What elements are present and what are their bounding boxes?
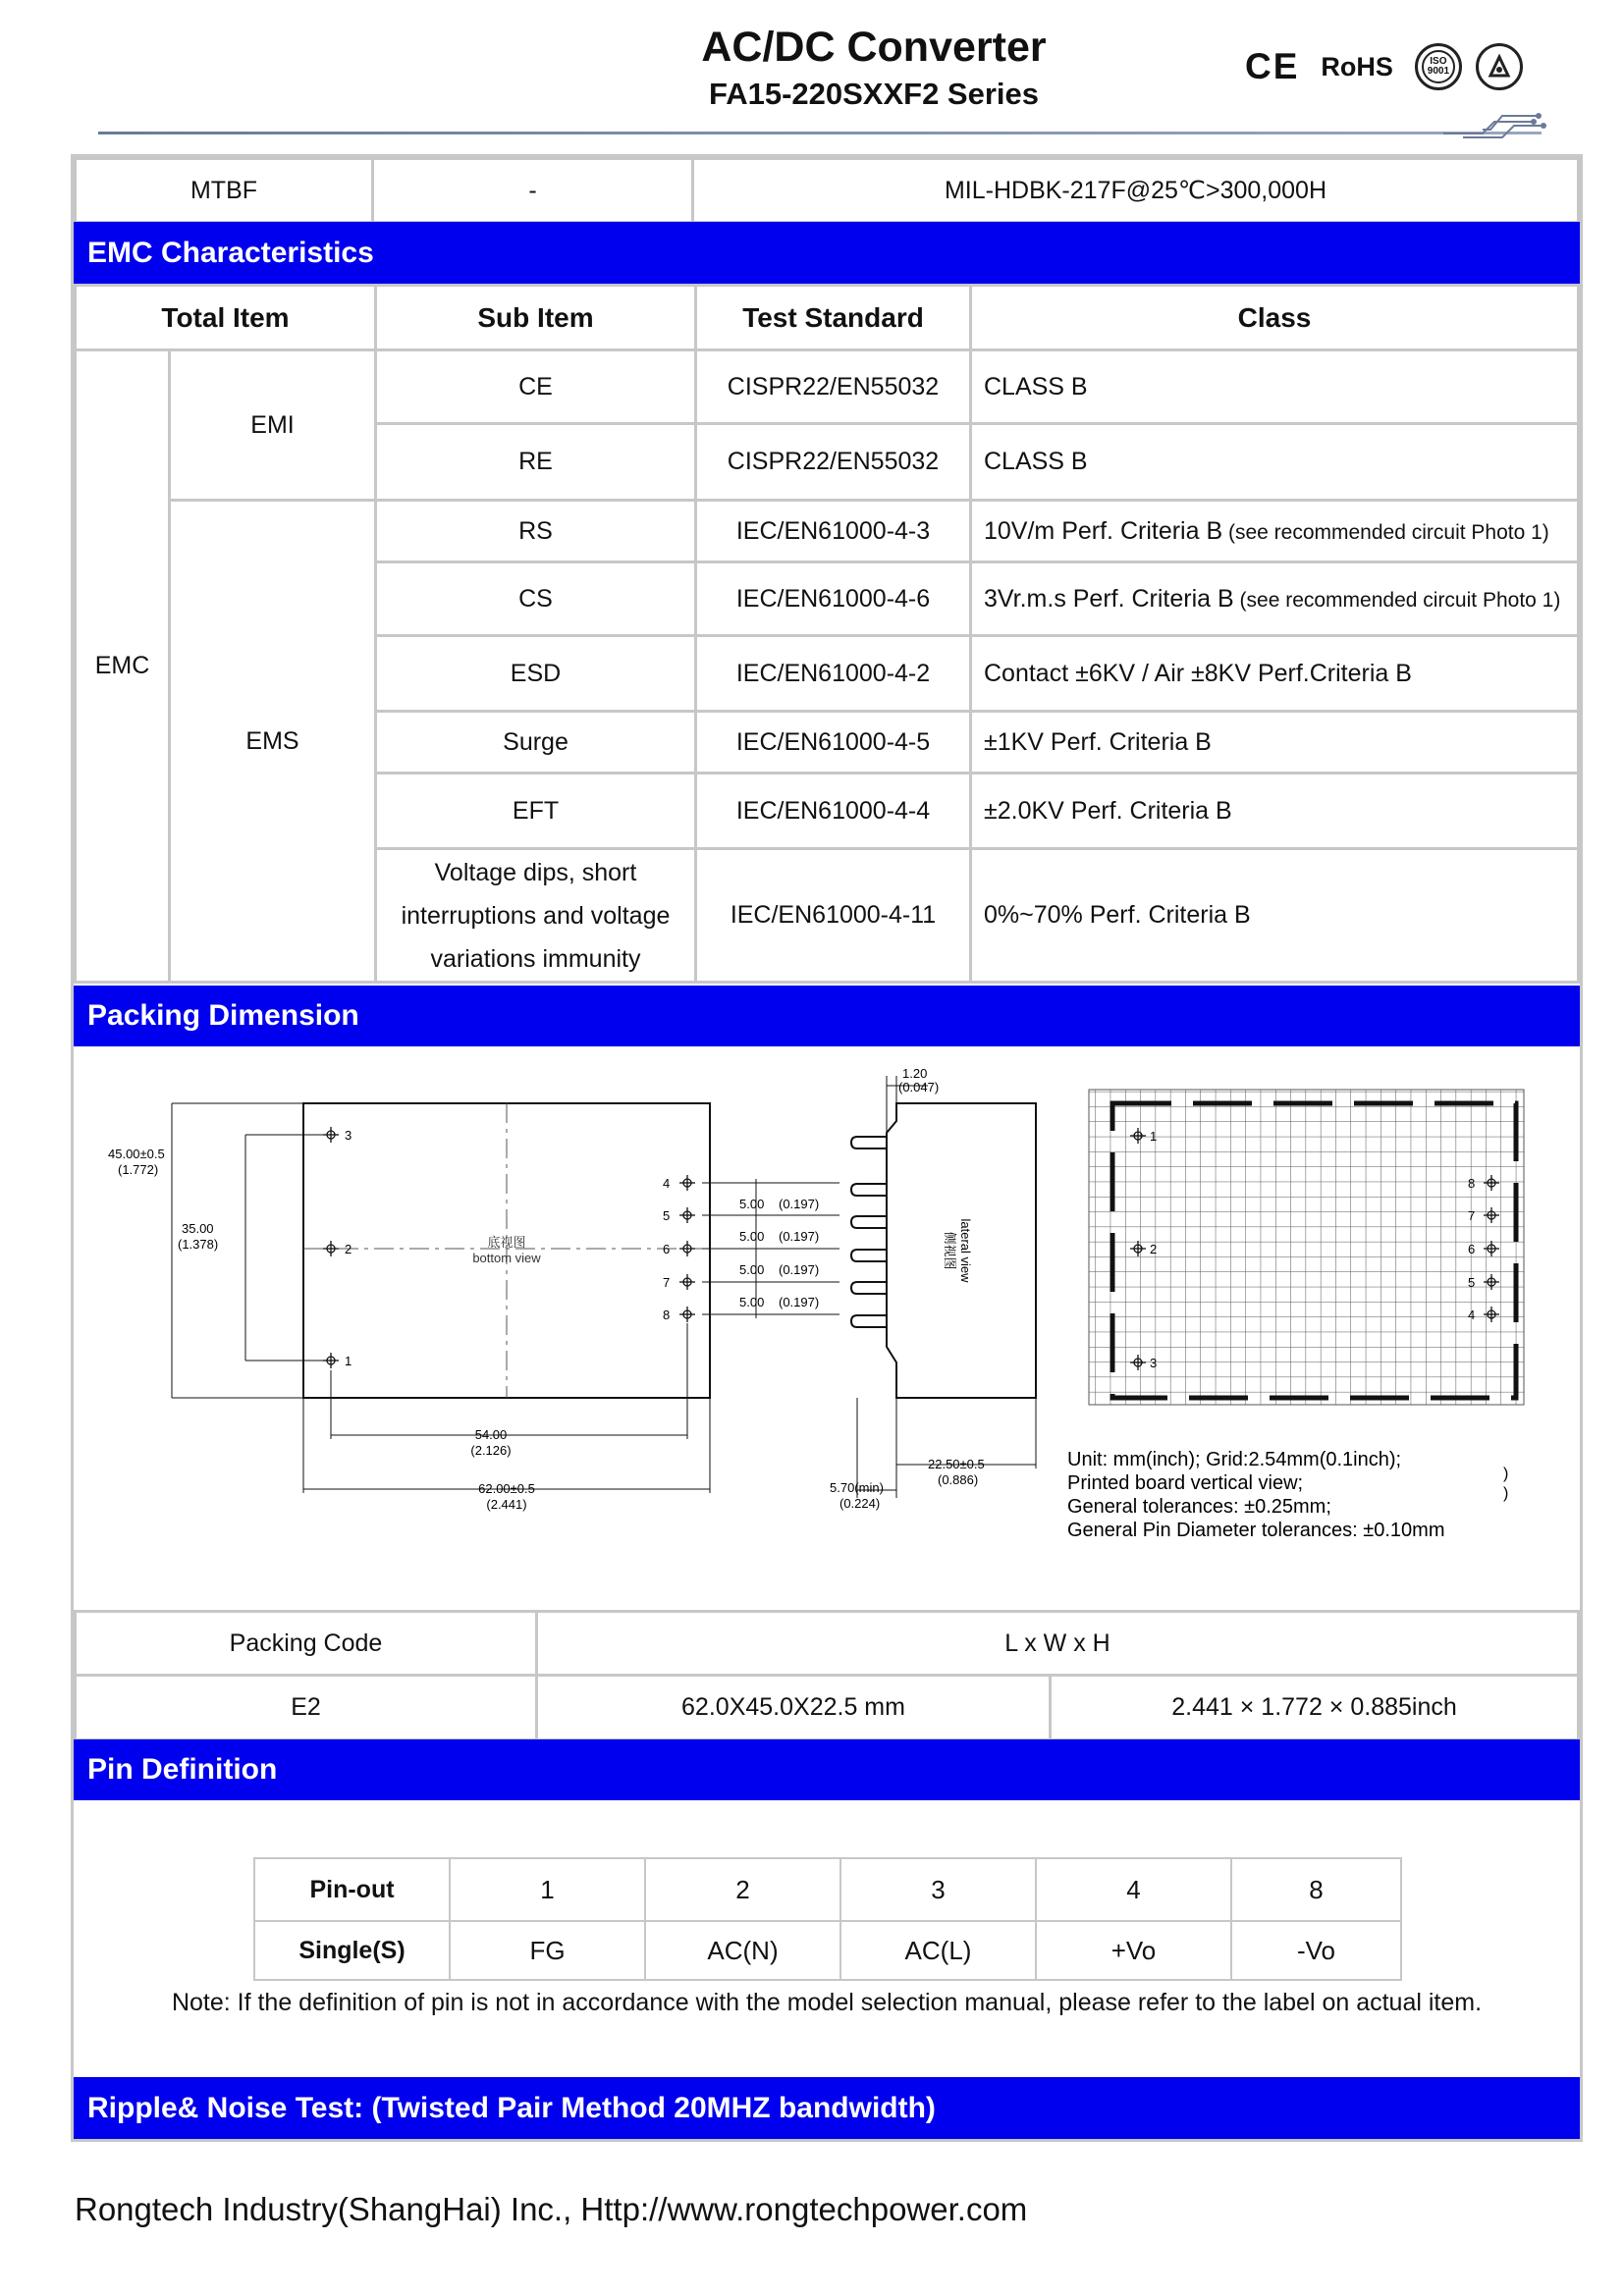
packing-code: E2 xyxy=(76,1676,537,1740)
table-row-class: 0%~70% Perf. Criteria B xyxy=(971,849,1579,983)
grid-pin-label: 4 xyxy=(1468,1308,1476,1322)
drawing-note: General Pin Diameter tolerances: ±0.10mm xyxy=(1067,1520,1445,1541)
width-inner-dim-inch: (2.126) xyxy=(470,1443,512,1458)
table-row-sub: RE xyxy=(376,424,696,501)
pin-function: +Vo xyxy=(1036,1921,1231,1980)
grid-pin-label: 6 xyxy=(1468,1242,1476,1256)
height-inner-dim: 35.00 xyxy=(182,1221,214,1236)
table-row-sub: Surge xyxy=(376,712,696,774)
bottom-view-cn-label: 底视图 xyxy=(487,1235,526,1250)
pinout-label: Pin-out xyxy=(254,1858,450,1921)
pin-function: AC(L) xyxy=(840,1921,1036,1980)
pitch-dim-inch: (0.197) xyxy=(779,1229,820,1244)
table-row-standard: IEC/EN61000-4-11 xyxy=(696,849,971,983)
page-header xyxy=(0,0,1624,147)
emc-header-total: Total Item xyxy=(76,286,376,350)
ripple-section-header: Ripple& Noise Test: (Twisted Pair Method 20MHZ bandwidth) xyxy=(74,2077,1580,2139)
pin-number: 1 xyxy=(450,1858,645,1921)
page-title: AC/DC Converter xyxy=(701,24,1047,71)
table-row-sub: CS xyxy=(376,562,696,636)
table-row-sub: CE xyxy=(376,350,696,424)
paren-mark: ) xyxy=(1503,1485,1509,1502)
grid-pin-label: 3 xyxy=(1150,1356,1158,1370)
pin-length-dim-inch: (0.047) xyxy=(898,1080,940,1095)
pin-length-dim: 1.20 xyxy=(902,1066,928,1081)
lateral-view-cn-label: 侧视图 xyxy=(943,1231,957,1270)
depth-dim-inch: (0.886) xyxy=(938,1472,979,1487)
single-label: Single(S) xyxy=(254,1921,450,1980)
drawing-note: Unit: mm(inch); Grid:2.54mm(0.1inch); xyxy=(1067,1449,1402,1470)
emc-section-header: EMC Characteristics xyxy=(74,222,1580,284)
width-outer-dim: 62.00±0.5 xyxy=(478,1481,535,1496)
table-row-sub: Voltage dips, short interruptions and voltage variations immunity xyxy=(376,849,696,983)
pin-definition-note: Note: If the definition of pin is not in accordance with the model selection manual, please refer to the label on actual item. xyxy=(171,1989,1483,2016)
pin-number: 2 xyxy=(645,1858,840,1921)
pin-label: 2 xyxy=(345,1242,352,1256)
mtbf-table xyxy=(74,157,1580,224)
pitch-dim-inch: (0.197) xyxy=(779,1262,820,1277)
pin-function: FG xyxy=(450,1921,645,1980)
pitch-dim: 5.00 xyxy=(739,1295,765,1309)
pin-label: 8 xyxy=(663,1308,671,1322)
width-inner-dim: 54.00 xyxy=(474,1427,508,1442)
company-seal-icon xyxy=(1476,43,1523,90)
table-row-standard: IEC/EN61000-4-2 xyxy=(696,636,971,712)
lateral-view-label: lateral view xyxy=(958,1218,973,1283)
table-row-standard: IEC/EN61000-4-4 xyxy=(696,774,971,849)
table-row-sub: EFT xyxy=(376,774,696,849)
pitch-dim-inch: (0.197) xyxy=(779,1295,820,1309)
table-row-class: CLASS B xyxy=(971,424,1579,501)
packing-dims-header: L x W x H xyxy=(537,1612,1579,1676)
table-row-sub: ESD xyxy=(376,636,696,712)
pin-definition-section-header: Pin Definition xyxy=(74,1739,1580,1800)
pin-function: -Vo xyxy=(1231,1921,1401,1980)
paren-mark: ) xyxy=(1503,1466,1509,1482)
depth-dim: 22.50±0.5 xyxy=(928,1457,985,1471)
printed-board-grid xyxy=(1089,1090,1524,1405)
certification-logos xyxy=(1245,39,1537,94)
width-outer-dim-inch: (2.441) xyxy=(486,1497,527,1512)
table-row-class: ±2.0KV Perf. Criteria B xyxy=(971,774,1579,849)
emi-label: EMI xyxy=(170,350,376,501)
mtbf-value: MIL-HDBK-217F@25℃>300,000H xyxy=(693,159,1579,223)
pin-number: 8 xyxy=(1231,1858,1401,1921)
pin-min-dim-inch: (0.224) xyxy=(839,1496,881,1511)
pin-number: 3 xyxy=(840,1858,1036,1921)
pitch-dim: 5.00 xyxy=(739,1262,765,1277)
height-inner-dim-inch: (1.378) xyxy=(178,1237,219,1252)
pitch-dim: 5.00 xyxy=(739,1197,765,1211)
pin-label: 6 xyxy=(663,1242,671,1256)
grid-pin-label: 1 xyxy=(1150,1129,1158,1144)
pin-label: 7 xyxy=(663,1275,671,1290)
mtbf-sub: - xyxy=(373,159,693,223)
table-row-standard: IEC/EN61000-4-3 xyxy=(696,501,971,562)
table-row-class: Contact ±6KV / Air ±8KV Perf.Criteria B xyxy=(971,636,1579,712)
height-outer-dim-inch: (1.772) xyxy=(118,1162,159,1177)
circuit-decoration-icon xyxy=(1443,108,1561,143)
table-row-standard: CISPR22/EN55032 xyxy=(696,424,971,501)
packing-code-header: Packing Code xyxy=(76,1612,537,1676)
spec-sheet-body xyxy=(71,154,1583,2142)
pin-label: 3 xyxy=(345,1128,352,1143)
table-row-class: ±1KV Perf. Criteria B xyxy=(971,712,1579,774)
packing-code-table xyxy=(74,1610,1580,1741)
emc-total-item: EMC xyxy=(76,350,170,983)
packing-dims-inch: 2.441 × 1.772 × 0.885inch xyxy=(1051,1676,1579,1740)
packing-dims-mm: 62.0X45.0X22.5 mm xyxy=(537,1676,1051,1740)
pin-min-dim: 5.70(min) xyxy=(830,1480,884,1495)
emc-header-sub: Sub Item xyxy=(376,286,696,350)
page-subtitle: FA15-220SXXF2 Series xyxy=(708,77,1040,111)
table-row-class: 3Vr.m.s Perf. Criteria B (see recommended circuit Photo 1) xyxy=(971,562,1579,636)
page-footer: Rongtech Industry(ShangHai) Inc., Http://www.rongtechpower.com xyxy=(75,2191,1028,2227)
emc-header-class: Class xyxy=(971,286,1579,350)
table-row-class: CLASS B xyxy=(971,350,1579,424)
height-outer-dim: 45.00±0.5 xyxy=(108,1147,165,1161)
table-row-class: 10V/m Perf. Criteria B (see recommended circuit Photo 1) xyxy=(971,501,1579,562)
pin-number: 4 xyxy=(1036,1858,1231,1921)
mtbf-label: MTBF xyxy=(76,159,373,223)
ems-label: EMS xyxy=(170,501,376,983)
pin-function: AC(N) xyxy=(645,1921,840,1980)
pin-label: 4 xyxy=(663,1176,671,1191)
pin-definition-table xyxy=(253,1857,1402,1981)
ce-mark-icon: CE xyxy=(1245,46,1300,86)
table-row-standard: IEC/EN61000-4-5 xyxy=(696,712,971,774)
grid-pin-label: 8 xyxy=(1468,1176,1476,1191)
bottom-view xyxy=(108,1103,839,1512)
pin-label: 5 xyxy=(663,1208,671,1223)
rohs-icon: RoHS xyxy=(1321,51,1393,81)
packing-section-header: Packing Dimension xyxy=(74,986,1580,1046)
pin-label: 1 xyxy=(345,1354,352,1368)
emc-header-standard: Test Standard xyxy=(696,286,971,350)
table-row-standard: IEC/EN61000-4-6 xyxy=(696,562,971,636)
header-rule xyxy=(98,132,1542,134)
bottom-view-label: bottom view xyxy=(472,1251,541,1265)
pitch-dim-inch: (0.197) xyxy=(779,1197,820,1211)
iso-9001-seal-icon: ISO 9001 xyxy=(1415,43,1462,90)
table-row-sub: RS xyxy=(376,501,696,562)
grid-pin-label: 7 xyxy=(1468,1208,1476,1223)
pitch-dim: 5.00 xyxy=(739,1229,765,1244)
emc-table xyxy=(74,284,1580,984)
lateral-view xyxy=(830,1066,1036,1511)
grid-pin-label: 2 xyxy=(1150,1242,1158,1256)
grid-pin-label: 5 xyxy=(1468,1275,1476,1290)
table-row-standard: CISPR22/EN55032 xyxy=(696,350,971,424)
drawing-note: Printed board vertical view; xyxy=(1067,1472,1304,1494)
drawing-note: General tolerances: ±0.25mm; xyxy=(1067,1496,1331,1518)
